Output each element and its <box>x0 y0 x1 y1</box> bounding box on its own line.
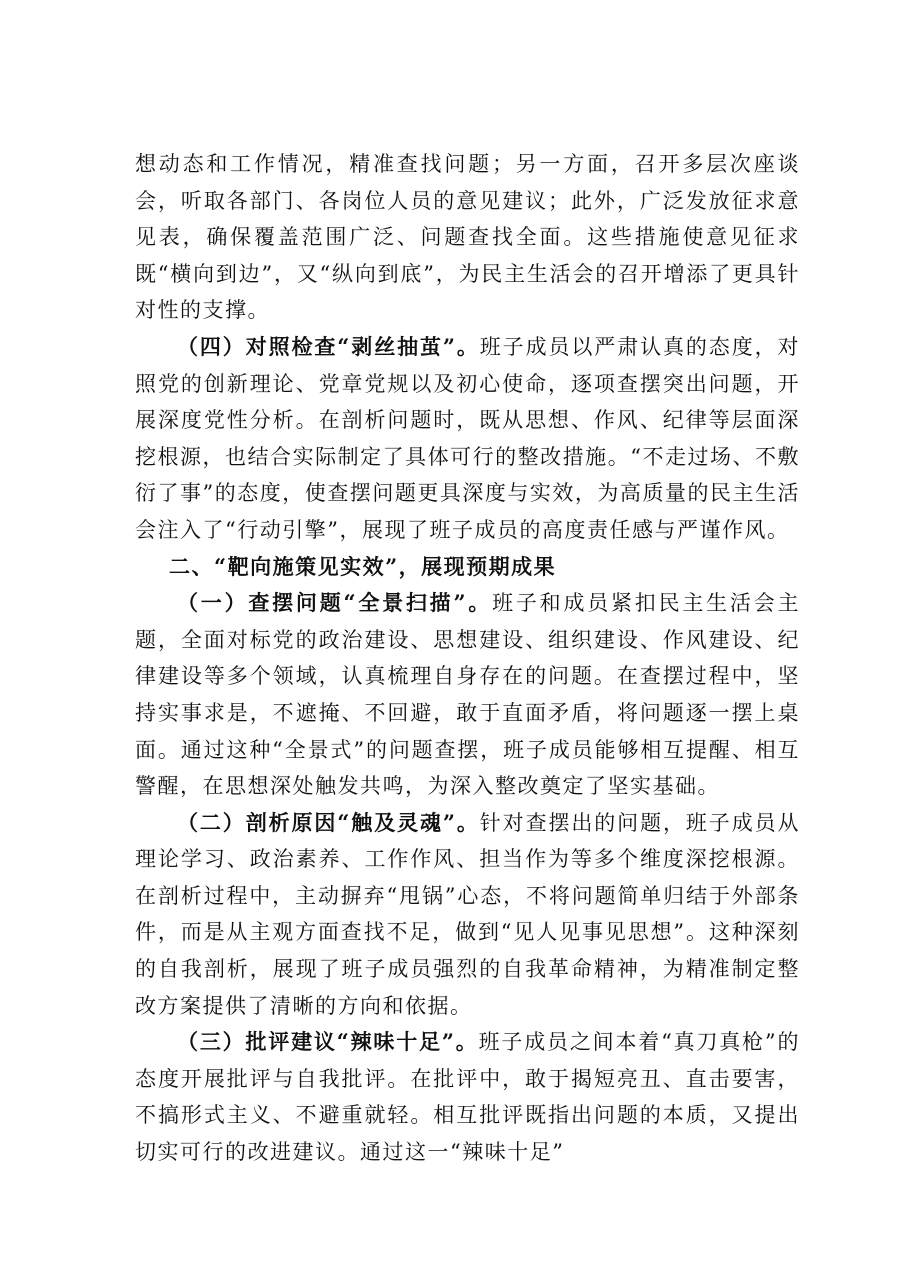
paragraph-item-three <box>135 1024 800 1170</box>
item-two-lead: （二）剖析原因“触及灵魂”。 <box>177 809 480 835</box>
item-three-body: 班子成员之间本着“真刀真枪”的态度开展批评与自我批评。在批评中，敢于揭短亮丑、直击要害，不搞形式主义、不避重就轻。相互批评既指出问题的本质，又提出切实可行的改进建议。通过这一“辣味十足” <box>135 1030 800 1165</box>
item-three-lead: （三）批评建议“辣味十足”。 <box>177 1029 479 1055</box>
item-one-body: 班子和成员紧扣民主生活会主题，全面对标党的政治建设、思想建设、组织建设、作风建设、纪律建设等多个领域，认真梳理自身存在的问题。在查摆过程中，坚持实事求是，不遮掩、不回避，敢于直面矛盾，将问题逐一摆上桌面。通过这种“全景式”的问题查摆，班子成员能够相互提醒、相互警醒，在思想深处触发共鸣，为深入整改奠定了坚实基础。 <box>135 591 800 799</box>
paragraph-item-two <box>135 805 800 1025</box>
paragraph-continuation: 想动态和工作情况，精准查找问题；另一方面，召开多层次座谈会，听取各部门、各岗位人员的意见建议；此外，广泛发放征求意见表，确保覆盖范围广泛、问题查找全面。这些措施使意见征求既“横向到边”，又“纵向到底”，为民主生活会的召开增添了更具针对性的支撑。 <box>135 152 800 323</box>
paragraph-item-one <box>135 585 800 805</box>
item-one-lead: （一）查摆问题“全景扫描”。 <box>177 590 493 616</box>
item-two-body: 针对查摆出的问题，班子成员从理论学习、政治素养、工作作风、担当作为等多个维度深挖根源。在剖析过程中，主动摒弃“甩锅”心态，不将问题简单归结于外部条件，而是从主观方面查找不足，做到“见人见事见思想”。这种深刻的自我剖析，展现了班子成员强烈的自我革命精神，为精准制定整改方案提供了清晰的方向和依据。 <box>135 810 800 1018</box>
section-four-lead: （四）对照检查“剥丝抽茧”。 <box>177 333 480 359</box>
heading-section-two: 二、“靶向施策见实效”，展现预期成果 <box>169 553 557 579</box>
document-body <box>135 146 800 1171</box>
paragraph-section-four <box>135 329 800 549</box>
section-four-body: 班子成员以严肃认真的态度，对照党的创新理论、党章党规以及初心使命，逐项查摆突出问题，开展深度党性分析。在剖析问题时，既从思想、作风、纪律等层面深挖根源，也结合实际制定了具体可行的整改措施。“不走过场、不敷衍了事”的态度，使查摆问题更具深度与实效，为高质量的民主生活会注入了“行动引擎”，展现了班子成员的高度责任感与严谨作风。 <box>135 334 800 542</box>
